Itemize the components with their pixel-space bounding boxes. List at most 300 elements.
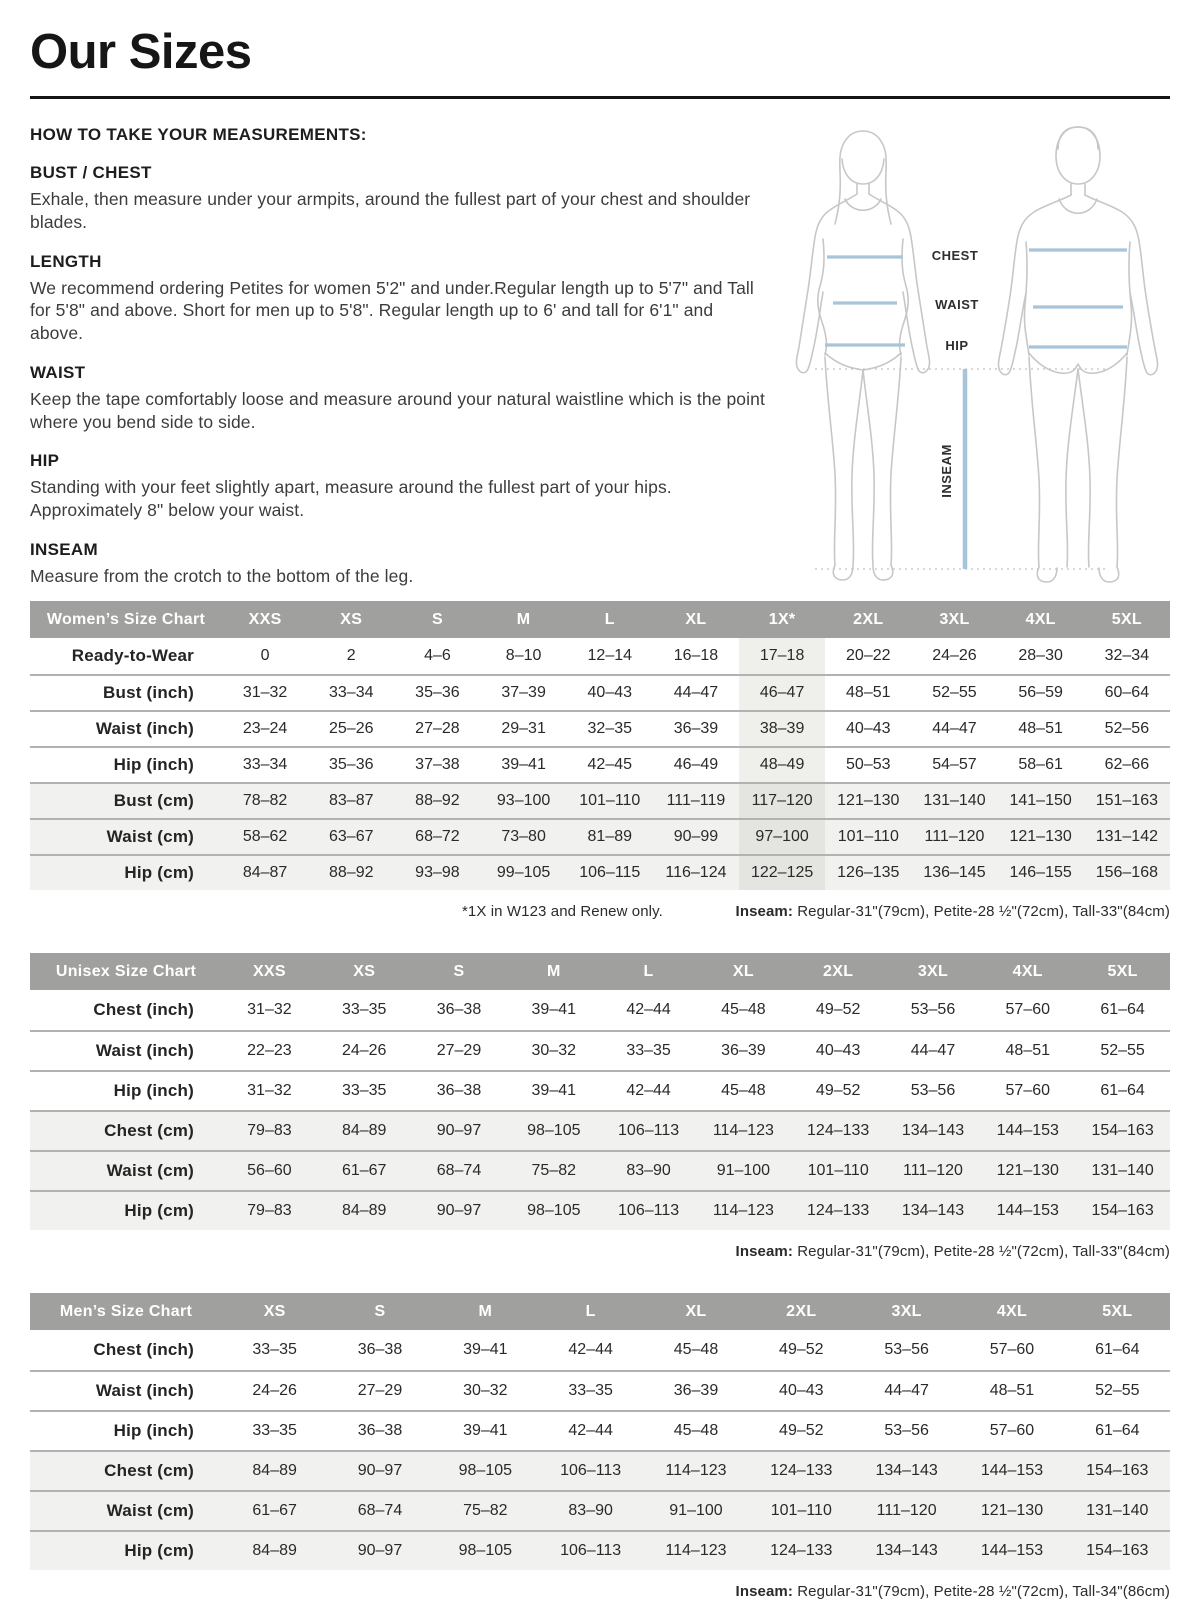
size-cell: 23–24 bbox=[222, 710, 308, 746]
size-column-header: 5XL bbox=[1065, 1293, 1170, 1330]
size-cell: 49–52 bbox=[815, 1001, 861, 1018]
size-cell: 33–34 bbox=[222, 746, 308, 782]
table-title: Men’s Size Chart bbox=[30, 1293, 222, 1330]
size-cell: 124–133 bbox=[791, 1190, 886, 1230]
size-column-header: 3XL bbox=[886, 953, 981, 990]
row-label: Waist (cm) bbox=[30, 818, 222, 854]
size-column-header: S bbox=[394, 601, 480, 638]
size-cell: 111–120 bbox=[854, 1490, 959, 1530]
size-cell: 16–18 bbox=[673, 647, 719, 664]
size-cell: 73–80 bbox=[481, 818, 567, 854]
size-cell: 79–83 bbox=[222, 1190, 317, 1230]
size-cell: 4–6 bbox=[424, 647, 451, 664]
size-cell: 134–143 bbox=[854, 1450, 959, 1490]
size-cell: 48–51 bbox=[825, 674, 911, 710]
size-cell: 134–143 bbox=[886, 1190, 981, 1230]
waist-label: WAIST bbox=[935, 297, 979, 312]
size-cell: 57–60 bbox=[959, 1410, 1064, 1450]
row-label: Hip (inch) bbox=[30, 1070, 222, 1110]
size-column-header: XS bbox=[222, 1293, 327, 1330]
table-footnote bbox=[30, 1583, 1170, 1603]
size-cell: 111–120 bbox=[911, 818, 997, 854]
size-column-header: 2XL bbox=[825, 601, 911, 638]
size-cell: 101–110 bbox=[567, 782, 653, 818]
size-cell: 42–44 bbox=[626, 1001, 671, 1018]
size-cell: 20–22 bbox=[846, 647, 891, 664]
size-column-header: 5XL bbox=[1075, 953, 1170, 990]
measurement-section bbox=[30, 119, 1170, 597]
section-body: Exhale, then measure under your armpits, around the fullest part of your chest and shoulder blades. bbox=[30, 189, 751, 232]
size-cell: 106–113 bbox=[601, 1190, 696, 1230]
footnote-1x-note: *1X in W123 and Renew only. bbox=[462, 903, 663, 920]
size-cell: 98–105 bbox=[506, 1190, 601, 1230]
size-cell: 114–123 bbox=[696, 1110, 791, 1150]
size-cell: 27–29 bbox=[327, 1370, 432, 1410]
size-cell: 106–113 bbox=[538, 1450, 643, 1490]
size-cell: 93–100 bbox=[481, 782, 567, 818]
size-cell: 24–26 bbox=[222, 1370, 327, 1410]
size-cell: 68–72 bbox=[394, 818, 480, 854]
size-cell: 24–26 bbox=[317, 1030, 412, 1070]
size-cell: 98–105 bbox=[433, 1530, 538, 1570]
size-column-header: 3XL bbox=[854, 1293, 959, 1330]
size-cell: 45–48 bbox=[696, 1070, 791, 1110]
table-row bbox=[30, 1370, 1170, 1410]
hip-label: HIP bbox=[945, 338, 969, 353]
table-row bbox=[30, 818, 1170, 854]
table-footnote bbox=[30, 903, 1170, 923]
size-cell: 52–55 bbox=[1065, 1370, 1170, 1410]
size-cell: 48–49 bbox=[739, 746, 825, 782]
table-row bbox=[30, 854, 1170, 890]
table-row bbox=[30, 1030, 1170, 1070]
size-cell: 12–14 bbox=[587, 647, 633, 664]
size-cell: 0 bbox=[260, 647, 270, 664]
table-row bbox=[30, 746, 1170, 782]
size-cell: 121–130 bbox=[998, 818, 1084, 854]
size-cell: 61–64 bbox=[1095, 1341, 1140, 1358]
size-cell: 154–163 bbox=[1075, 1110, 1170, 1150]
size-cell: 131–142 bbox=[1084, 818, 1170, 854]
size-column-header: L bbox=[538, 1293, 643, 1330]
size-cell: 83–90 bbox=[601, 1150, 696, 1190]
row-label: Waist (inch) bbox=[30, 710, 222, 746]
size-cell: 121–130 bbox=[980, 1150, 1075, 1190]
size-column-header: 4XL bbox=[959, 1293, 1064, 1330]
size-cell: 39–41 bbox=[463, 1341, 508, 1358]
size-cell: 75–82 bbox=[506, 1150, 601, 1190]
reference-dotted-lines bbox=[815, 369, 1105, 569]
size-cell: 134–143 bbox=[886, 1110, 981, 1150]
table-row bbox=[30, 1490, 1170, 1530]
table-title: Women’s Size Chart bbox=[30, 601, 222, 638]
size-cell: 30–32 bbox=[506, 1030, 601, 1070]
size-cell: 84–89 bbox=[222, 1530, 327, 1570]
size-column-header: M bbox=[506, 953, 601, 990]
men-s-size-chart-section bbox=[30, 1293, 1170, 1603]
size-cell: 24–26 bbox=[932, 647, 977, 664]
size-cell: 131–140 bbox=[1075, 1150, 1170, 1190]
size-column-header: M bbox=[481, 601, 567, 638]
size-cell: 42–44 bbox=[568, 1341, 613, 1358]
size-cell: 48–51 bbox=[959, 1370, 1064, 1410]
size-column-header: 2XL bbox=[791, 953, 886, 990]
footnote-inseam-note: Inseam: Regular-31"(79cm), Petite-28 ½"(72cm), Tall-33"(84cm) bbox=[735, 1243, 1170, 1260]
size-cell: 29–31 bbox=[481, 710, 567, 746]
diagram-labels bbox=[932, 248, 979, 498]
size-cell: 33–35 bbox=[252, 1341, 297, 1358]
size-charts bbox=[30, 601, 1170, 1603]
size-cell: 79–83 bbox=[222, 1110, 317, 1150]
table-row bbox=[30, 1330, 1170, 1370]
footnote-inseam-label: Inseam: bbox=[735, 1583, 793, 1600]
row-label: Hip (inch) bbox=[30, 746, 222, 782]
size-cell: 52–55 bbox=[1075, 1030, 1170, 1070]
size-cell: 83–90 bbox=[538, 1490, 643, 1530]
male-figure bbox=[998, 127, 1157, 582]
instruction-section-inseam bbox=[30, 540, 765, 588]
size-cell: 35–36 bbox=[394, 674, 480, 710]
footnote-inseam-note: Inseam: Regular-31"(79cm), Petite-28 ½"(72cm), Tall-33"(84cm) bbox=[735, 903, 1170, 920]
size-cell: 37–38 bbox=[394, 746, 480, 782]
size-cell: 124–133 bbox=[791, 1110, 886, 1150]
footnote-inseam-label: Inseam: bbox=[735, 903, 793, 920]
size-cell: 25–26 bbox=[308, 710, 394, 746]
size-cell: 90–97 bbox=[412, 1110, 507, 1150]
size-cell: 134–143 bbox=[854, 1530, 959, 1570]
size-cell: 114–123 bbox=[643, 1530, 748, 1570]
women-s-size-chart-section bbox=[30, 601, 1170, 923]
row-label: Waist (inch) bbox=[30, 1030, 222, 1070]
size-cell: 48–51 bbox=[980, 1030, 1075, 1070]
size-cell: 42–45 bbox=[567, 746, 653, 782]
instruction-section-length bbox=[30, 252, 765, 345]
size-cell: 111–120 bbox=[886, 1150, 981, 1190]
women-s-size-chart bbox=[30, 601, 1170, 890]
size-cell: 42–44 bbox=[601, 1070, 696, 1110]
size-cell: 144–153 bbox=[959, 1450, 1064, 1490]
row-label: Waist (inch) bbox=[30, 1370, 222, 1410]
size-cell: 27–28 bbox=[394, 710, 480, 746]
row-label: Waist (cm) bbox=[30, 1490, 222, 1530]
size-cell: 32–34 bbox=[1104, 647, 1150, 664]
size-cell: 84–89 bbox=[317, 1110, 412, 1150]
size-cell: 33–35 bbox=[341, 1001, 387, 1018]
size-cell: 121–130 bbox=[959, 1490, 1064, 1530]
size-cell: 122–125 bbox=[739, 854, 825, 890]
size-column-header: 2XL bbox=[749, 1293, 854, 1330]
size-cell: 146–155 bbox=[998, 854, 1084, 890]
table-row bbox=[30, 1410, 1170, 1450]
size-cell: 141–150 bbox=[998, 782, 1084, 818]
size-cell: 52–55 bbox=[911, 674, 997, 710]
size-cell: 90–97 bbox=[327, 1450, 432, 1490]
size-cell: 50–53 bbox=[825, 746, 911, 782]
size-cell: 40–43 bbox=[791, 1030, 886, 1070]
size-cell: 63–67 bbox=[308, 818, 394, 854]
size-cell: 36–38 bbox=[436, 1001, 482, 1018]
instruction-section-bust-chest bbox=[30, 163, 765, 234]
size-cell: 44–47 bbox=[911, 710, 997, 746]
size-column-header: XL bbox=[653, 601, 739, 638]
size-column-header: L bbox=[601, 953, 696, 990]
size-cell: 101–110 bbox=[749, 1490, 854, 1530]
size-cell: 88–92 bbox=[308, 854, 394, 890]
table-row bbox=[30, 1450, 1170, 1490]
instruction-section-waist bbox=[30, 363, 765, 434]
size-cell: 98–105 bbox=[433, 1450, 538, 1490]
size-cell: 48–51 bbox=[998, 710, 1084, 746]
size-cell: 53–56 bbox=[886, 1070, 981, 1110]
size-cell: 39–41 bbox=[506, 1070, 601, 1110]
size-cell: 91–100 bbox=[696, 1150, 791, 1190]
page-title: Our Sizes bbox=[30, 25, 252, 79]
size-cell: 99–105 bbox=[481, 854, 567, 890]
size-cell: 61–64 bbox=[1075, 1070, 1170, 1110]
size-cell: 121–130 bbox=[825, 782, 911, 818]
measurement-instructions bbox=[30, 119, 765, 597]
size-cell: 93–98 bbox=[394, 854, 480, 890]
section-body: We recommend ordering Petites for women 5'2" and under.Regular length up to 5'7" and Tall for 5'8" and above. Short for men up to 5'8". Regular length up to 6' and tall for 6'1" and above. bbox=[30, 277, 754, 343]
size-cell: 32–35 bbox=[567, 710, 653, 746]
female-figure bbox=[796, 131, 929, 580]
title-divider bbox=[30, 96, 1170, 99]
size-cell: 124–133 bbox=[749, 1450, 854, 1490]
size-cell: 144–153 bbox=[959, 1530, 1064, 1570]
size-cell: 46–47 bbox=[739, 674, 825, 710]
size-cell: 61–64 bbox=[1065, 1410, 1170, 1450]
row-label: Ready-to-Wear bbox=[71, 646, 194, 665]
size-cell: 81–89 bbox=[567, 818, 653, 854]
size-cell: 44–47 bbox=[854, 1370, 959, 1410]
size-cell: 57–60 bbox=[989, 1341, 1035, 1358]
size-cell: 45–48 bbox=[673, 1341, 719, 1358]
section-title: BUST / CHEST bbox=[30, 163, 152, 182]
size-cell: 114–123 bbox=[696, 1190, 791, 1230]
table-title: Unisex Size Chart bbox=[30, 953, 222, 990]
size-cell: 22–23 bbox=[222, 1030, 317, 1070]
size-cell: 61–64 bbox=[1100, 1001, 1145, 1018]
body-measurement-diagram bbox=[765, 119, 1170, 597]
size-cell: 151–163 bbox=[1084, 782, 1170, 818]
section-body: Standing with your feet slightly apart, measure around the fullest part of your hips. Approximately 8" below your waist. bbox=[30, 477, 672, 520]
size-cell: 36–38 bbox=[327, 1410, 432, 1450]
table-row bbox=[30, 1150, 1170, 1190]
size-cell: 54–57 bbox=[911, 746, 997, 782]
size-cell: 31–32 bbox=[222, 1070, 317, 1110]
table-row bbox=[30, 782, 1170, 818]
size-cell: 154–163 bbox=[1065, 1450, 1170, 1490]
table-row bbox=[30, 1530, 1170, 1570]
row-label: Hip (inch) bbox=[30, 1410, 222, 1450]
size-column-header: L bbox=[567, 601, 653, 638]
chest-label: CHEST bbox=[931, 248, 979, 263]
size-cell: 39–41 bbox=[481, 746, 567, 782]
size-cell: 61–67 bbox=[317, 1150, 412, 1190]
size-cell: 106–113 bbox=[538, 1530, 643, 1570]
size-cell: 52–56 bbox=[1084, 710, 1170, 746]
table-row bbox=[30, 710, 1170, 746]
size-cell: 56–60 bbox=[222, 1150, 317, 1190]
size-cell: 28–30 bbox=[1018, 647, 1063, 664]
size-cell: 60–64 bbox=[1084, 674, 1170, 710]
size-column-header: XS bbox=[317, 953, 412, 990]
size-cell: 31–32 bbox=[247, 1001, 292, 1018]
size-cell: 84–89 bbox=[222, 1450, 327, 1490]
size-cell: 111–119 bbox=[653, 782, 739, 818]
size-cell: 98–105 bbox=[506, 1110, 601, 1150]
size-cell: 49–52 bbox=[749, 1410, 854, 1450]
size-cell: 33–35 bbox=[222, 1410, 327, 1450]
size-cell: 90–99 bbox=[653, 818, 739, 854]
size-column-header: 3XL bbox=[911, 601, 997, 638]
size-cell: 45–48 bbox=[643, 1410, 748, 1450]
size-cell: 27–29 bbox=[412, 1030, 507, 1070]
size-cell: 144–153 bbox=[980, 1190, 1075, 1230]
size-cell: 154–163 bbox=[1065, 1530, 1170, 1570]
size-cell: 131–140 bbox=[1065, 1490, 1170, 1530]
size-cell: 126–135 bbox=[825, 854, 911, 890]
section-body: Measure from the crotch to the bottom of the leg. bbox=[30, 565, 414, 586]
size-cell: 116–124 bbox=[653, 854, 739, 890]
size-cell: 117–120 bbox=[739, 782, 825, 818]
size-cell: 124–133 bbox=[749, 1530, 854, 1570]
row-label: Hip (cm) bbox=[30, 854, 222, 890]
size-cell: 39–41 bbox=[433, 1410, 538, 1450]
size-cell: 58–61 bbox=[998, 746, 1084, 782]
size-cell: 53–56 bbox=[884, 1341, 929, 1358]
size-cell: 45–48 bbox=[721, 1001, 766, 1018]
instructions-heading: HOW TO TAKE YOUR MEASUREMENTS: bbox=[30, 125, 367, 144]
size-cell: 136–145 bbox=[911, 854, 997, 890]
row-label: Chest (inch) bbox=[93, 1000, 194, 1019]
size-cell: 57–60 bbox=[980, 1070, 1075, 1110]
row-label: Hip (cm) bbox=[30, 1530, 222, 1570]
body-diagram-svg bbox=[775, 119, 1170, 589]
size-column-header: XXS bbox=[222, 601, 308, 638]
size-column-header: XL bbox=[696, 953, 791, 990]
size-cell: 62–66 bbox=[1084, 746, 1170, 782]
size-cell: 49–52 bbox=[779, 1341, 824, 1358]
table-row bbox=[30, 1110, 1170, 1150]
size-column-header: M bbox=[433, 1293, 538, 1330]
size-cell: 36–38 bbox=[357, 1341, 403, 1358]
size-column-header: XL bbox=[643, 1293, 748, 1330]
size-column-header: 4XL bbox=[980, 953, 1075, 990]
size-cell: 36–38 bbox=[412, 1070, 507, 1110]
size-cell: 40–43 bbox=[567, 674, 653, 710]
row-label: Chest (inch) bbox=[93, 1340, 194, 1359]
size-cell: 97–100 bbox=[739, 818, 825, 854]
section-title: HIP bbox=[30, 451, 60, 471]
section-title: LENGTH bbox=[30, 251, 102, 271]
size-cell: 46–49 bbox=[653, 746, 739, 782]
size-cell: 33–35 bbox=[601, 1030, 696, 1070]
size-column-header: 5XL bbox=[1084, 601, 1170, 638]
size-cell: 8–10 bbox=[505, 647, 542, 664]
size-cell: 36–39 bbox=[643, 1370, 748, 1410]
size-cell: 38–39 bbox=[739, 710, 825, 746]
size-cell: 56–59 bbox=[998, 674, 1084, 710]
section-body: Keep the tape comfortably loose and measure around your natural waistline which is the point where you bend side to side. bbox=[30, 388, 765, 432]
size-cell: 101–110 bbox=[825, 818, 911, 854]
size-cell: 40–43 bbox=[825, 710, 911, 746]
row-label: Bust (cm) bbox=[30, 782, 222, 818]
unisex-size-chart-section bbox=[30, 953, 1170, 1263]
section-title: WAIST bbox=[30, 362, 86, 382]
size-cell: 90–97 bbox=[327, 1530, 432, 1570]
size-cell: 33–35 bbox=[317, 1070, 412, 1110]
size-cell: 83–87 bbox=[308, 782, 394, 818]
row-label: Chest (cm) bbox=[30, 1450, 222, 1490]
size-cell: 88–92 bbox=[394, 782, 480, 818]
size-cell: 33–35 bbox=[538, 1370, 643, 1410]
row-label: Bust (inch) bbox=[30, 674, 222, 710]
table-footnote bbox=[30, 1243, 1170, 1263]
table-row bbox=[30, 1190, 1170, 1230]
size-cell: 91–100 bbox=[643, 1490, 748, 1530]
inseam-label: INSEAM bbox=[939, 444, 954, 498]
size-cell: 58–62 bbox=[222, 818, 308, 854]
size-cell: 106–113 bbox=[601, 1110, 696, 1150]
size-cell: 53–56 bbox=[910, 1001, 956, 1018]
size-cell: 84–89 bbox=[317, 1190, 412, 1230]
size-cell: 33–34 bbox=[308, 674, 394, 710]
size-cell: 106–115 bbox=[567, 854, 653, 890]
size-column-header: S bbox=[327, 1293, 432, 1330]
unisex-size-chart bbox=[30, 953, 1170, 1230]
size-cell: 57–60 bbox=[1005, 1001, 1051, 1018]
size-cell: 131–140 bbox=[911, 782, 997, 818]
size-cell: 37–39 bbox=[481, 674, 567, 710]
size-cell: 40–43 bbox=[749, 1370, 854, 1410]
size-cell: 17–18 bbox=[739, 638, 825, 674]
row-label: Hip (cm) bbox=[30, 1190, 222, 1230]
size-cell: 31–32 bbox=[222, 674, 308, 710]
size-cell: 154–163 bbox=[1075, 1190, 1170, 1230]
size-cell: 144–153 bbox=[980, 1110, 1075, 1150]
size-column-header: 4XL bbox=[998, 601, 1084, 638]
section-title: INSEAM bbox=[30, 539, 98, 559]
size-cell: 36–39 bbox=[653, 710, 739, 746]
size-cell: 68–74 bbox=[412, 1150, 507, 1190]
size-cell: 42–44 bbox=[538, 1410, 643, 1450]
size-cell: 78–82 bbox=[222, 782, 308, 818]
size-column-header: 1X* bbox=[739, 601, 825, 638]
row-label: Chest (cm) bbox=[30, 1110, 222, 1150]
size-cell: 114–123 bbox=[643, 1450, 748, 1490]
size-column-header: XS bbox=[308, 601, 394, 638]
men-s-size-chart bbox=[30, 1293, 1170, 1570]
row-label: Waist (cm) bbox=[30, 1150, 222, 1190]
size-cell: 68–74 bbox=[327, 1490, 432, 1530]
size-cell: 2 bbox=[346, 647, 356, 664]
size-column-header: XXS bbox=[222, 953, 317, 990]
size-cell: 44–47 bbox=[886, 1030, 981, 1070]
table-row bbox=[30, 638, 1170, 674]
size-cell: 35–36 bbox=[308, 746, 394, 782]
instruction-section-hip bbox=[30, 451, 765, 522]
size-column-header: S bbox=[412, 953, 507, 990]
size-cell: 90–97 bbox=[412, 1190, 507, 1230]
size-cell: 30–32 bbox=[433, 1370, 538, 1410]
footnote-inseam-note: Inseam: Regular-31"(79cm), Petite-28 ½"(72cm), Tall-34"(86cm) bbox=[735, 1583, 1170, 1600]
size-cell: 44–47 bbox=[653, 674, 739, 710]
table-row bbox=[30, 990, 1170, 1030]
size-cell: 84–87 bbox=[222, 854, 308, 890]
size-cell: 101–110 bbox=[791, 1150, 886, 1190]
table-row bbox=[30, 674, 1170, 710]
